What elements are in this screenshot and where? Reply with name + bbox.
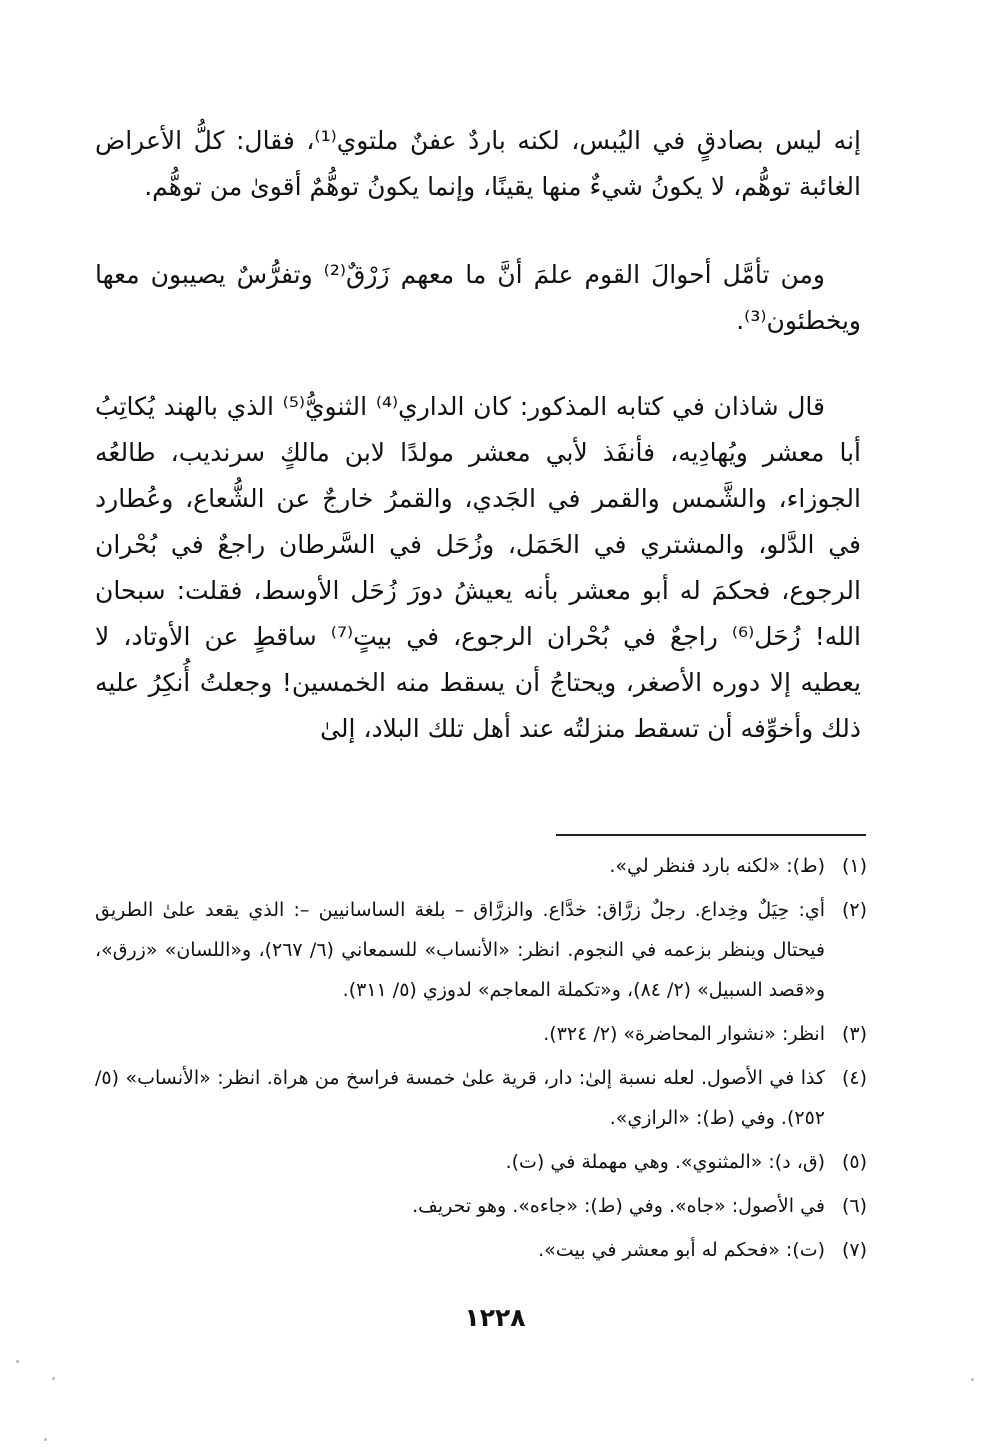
footnote-number: (٢): [841, 899, 867, 921]
footnote-number: (٦): [841, 1195, 867, 1217]
footnote-text: في الأصول: «جاه». وفي (ط): «جاءه». وهو تحريف.: [412, 1195, 825, 1217]
footnote-item: [95, 846, 867, 886]
footnote-text: (ط): «لكنه بارد فنظر لي».: [609, 855, 825, 877]
scan-speck: [52, 1377, 55, 1380]
footnote-item: [95, 890, 867, 1010]
footnote-text: كذا في الأصول. لعله نسبة إلىٰ: دار، قرية علىٰ خمسة فراسخ من هراة. انظر: «الأنساب» (٥/ ٢٥٢). وفي (ط): «الرازي».: [95, 1067, 825, 1129]
body-paragraph: قال شاذان في كتابه المذكور: كان الداري⁽⁴⁾ الثنويُّ⁽⁵⁾ الذي بالهند يُكاتِبُ أبا معشر ويُهادِيه، فأنفَذ لأبي معشر مولدًا لابن مالكٍ سرنديب، طالعُه الجوزاء، والشَّمس والقمر في الجَدي، والقمرُ خارجٌ عن الشُّعاع، وعُطارد في الدَّلو، والمشتري في الحَمَل، وزُحَل في السَّرطان راجعٌ في بُحْران الرجوع، فحكمَ له أبو معشر بأنه يعيشُ دورَ زُحَل الأوسط، فقلت: سبحان الله! زُحَل⁽⁶⁾ راجعٌ في بُحْران الرجوع، في بيتٍ⁽⁷⁾ ساقطٍ عن الأوتاد، لا يعطيه إلا دوره الأصغر، ويحتاجُ أن يسقط منه الخمسين! وجعلتُ أُنكِرُ عليه ذلك وأخوِّفه أن تسقط منزلتُه عند أهل تلك البلاد، إلىٰ: [95, 392, 862, 743]
footnote-item: [95, 1014, 867, 1054]
footnote-number: (١): [841, 855, 867, 877]
footnote-text: انظر: «نشوار المحاضرة» (٢/ ٣٢٤).: [543, 1023, 825, 1045]
scan-speck: [16, 1360, 19, 1363]
scan-speck: [44, 1438, 47, 1441]
page-number: ١٢٢٨: [464, 1303, 526, 1332]
body-paragraph: ومن تأمَّل أحوالَ القوم علمَ أنَّ ما معهم زَرْقٌ⁽²⁾ وتفرُّسٌ يصيبون معها ويخطئون⁽³⁾.: [95, 260, 861, 335]
footnote-item: [95, 1230, 867, 1270]
footnote-number: (٥): [841, 1151, 867, 1173]
footnote-item: [95, 1142, 867, 1182]
footnote-text: أي: حِيَلٌ وخِداع. رجلٌ زرَّاق: خدَّاع. والزرَّاق – بلغة الساسانيين –: الذي يقعد علىٰ الطريق فيحتال وينظر بزعمه في النجوم. انظر: «الأنساب» للسمعاني (٦/ ٢٦٧)، و«اللسان» «زرق»، و«قصد السبيل» (٢/ ٨٤)، و«تكملة المعاجم» لدوزي (٥/ ٣١١).: [95, 899, 825, 1001]
scan-speck: [971, 1378, 974, 1381]
footnote-text: (ت): «فحكم له أبو معشر في بيت».: [538, 1239, 825, 1261]
footnote-text: (ق، د): «المثنوي». وهي مهملة في (ت).: [505, 1151, 825, 1173]
footnote-item: [95, 1186, 867, 1226]
footnote-number: (٤): [841, 1067, 867, 1089]
body-paragraph: إنه ليس بصادقٍ في اليُبس، لكنه باردٌ عفنٌ ملتوي⁽¹⁾، فقال: كلُّ الأعراض الغائبة توهُّم، لا يكونُ شيءٌ منها يقينًا، وإنما يكونُ توهُّمٌ أقوىٰ من توهُّم.: [95, 126, 861, 201]
footnote-item: [95, 1058, 867, 1138]
footnote-number: (٧): [841, 1239, 867, 1261]
footnote-divider: [556, 834, 866, 836]
footnotes-list: [95, 846, 867, 1274]
footnote-number: (٣): [841, 1023, 867, 1045]
